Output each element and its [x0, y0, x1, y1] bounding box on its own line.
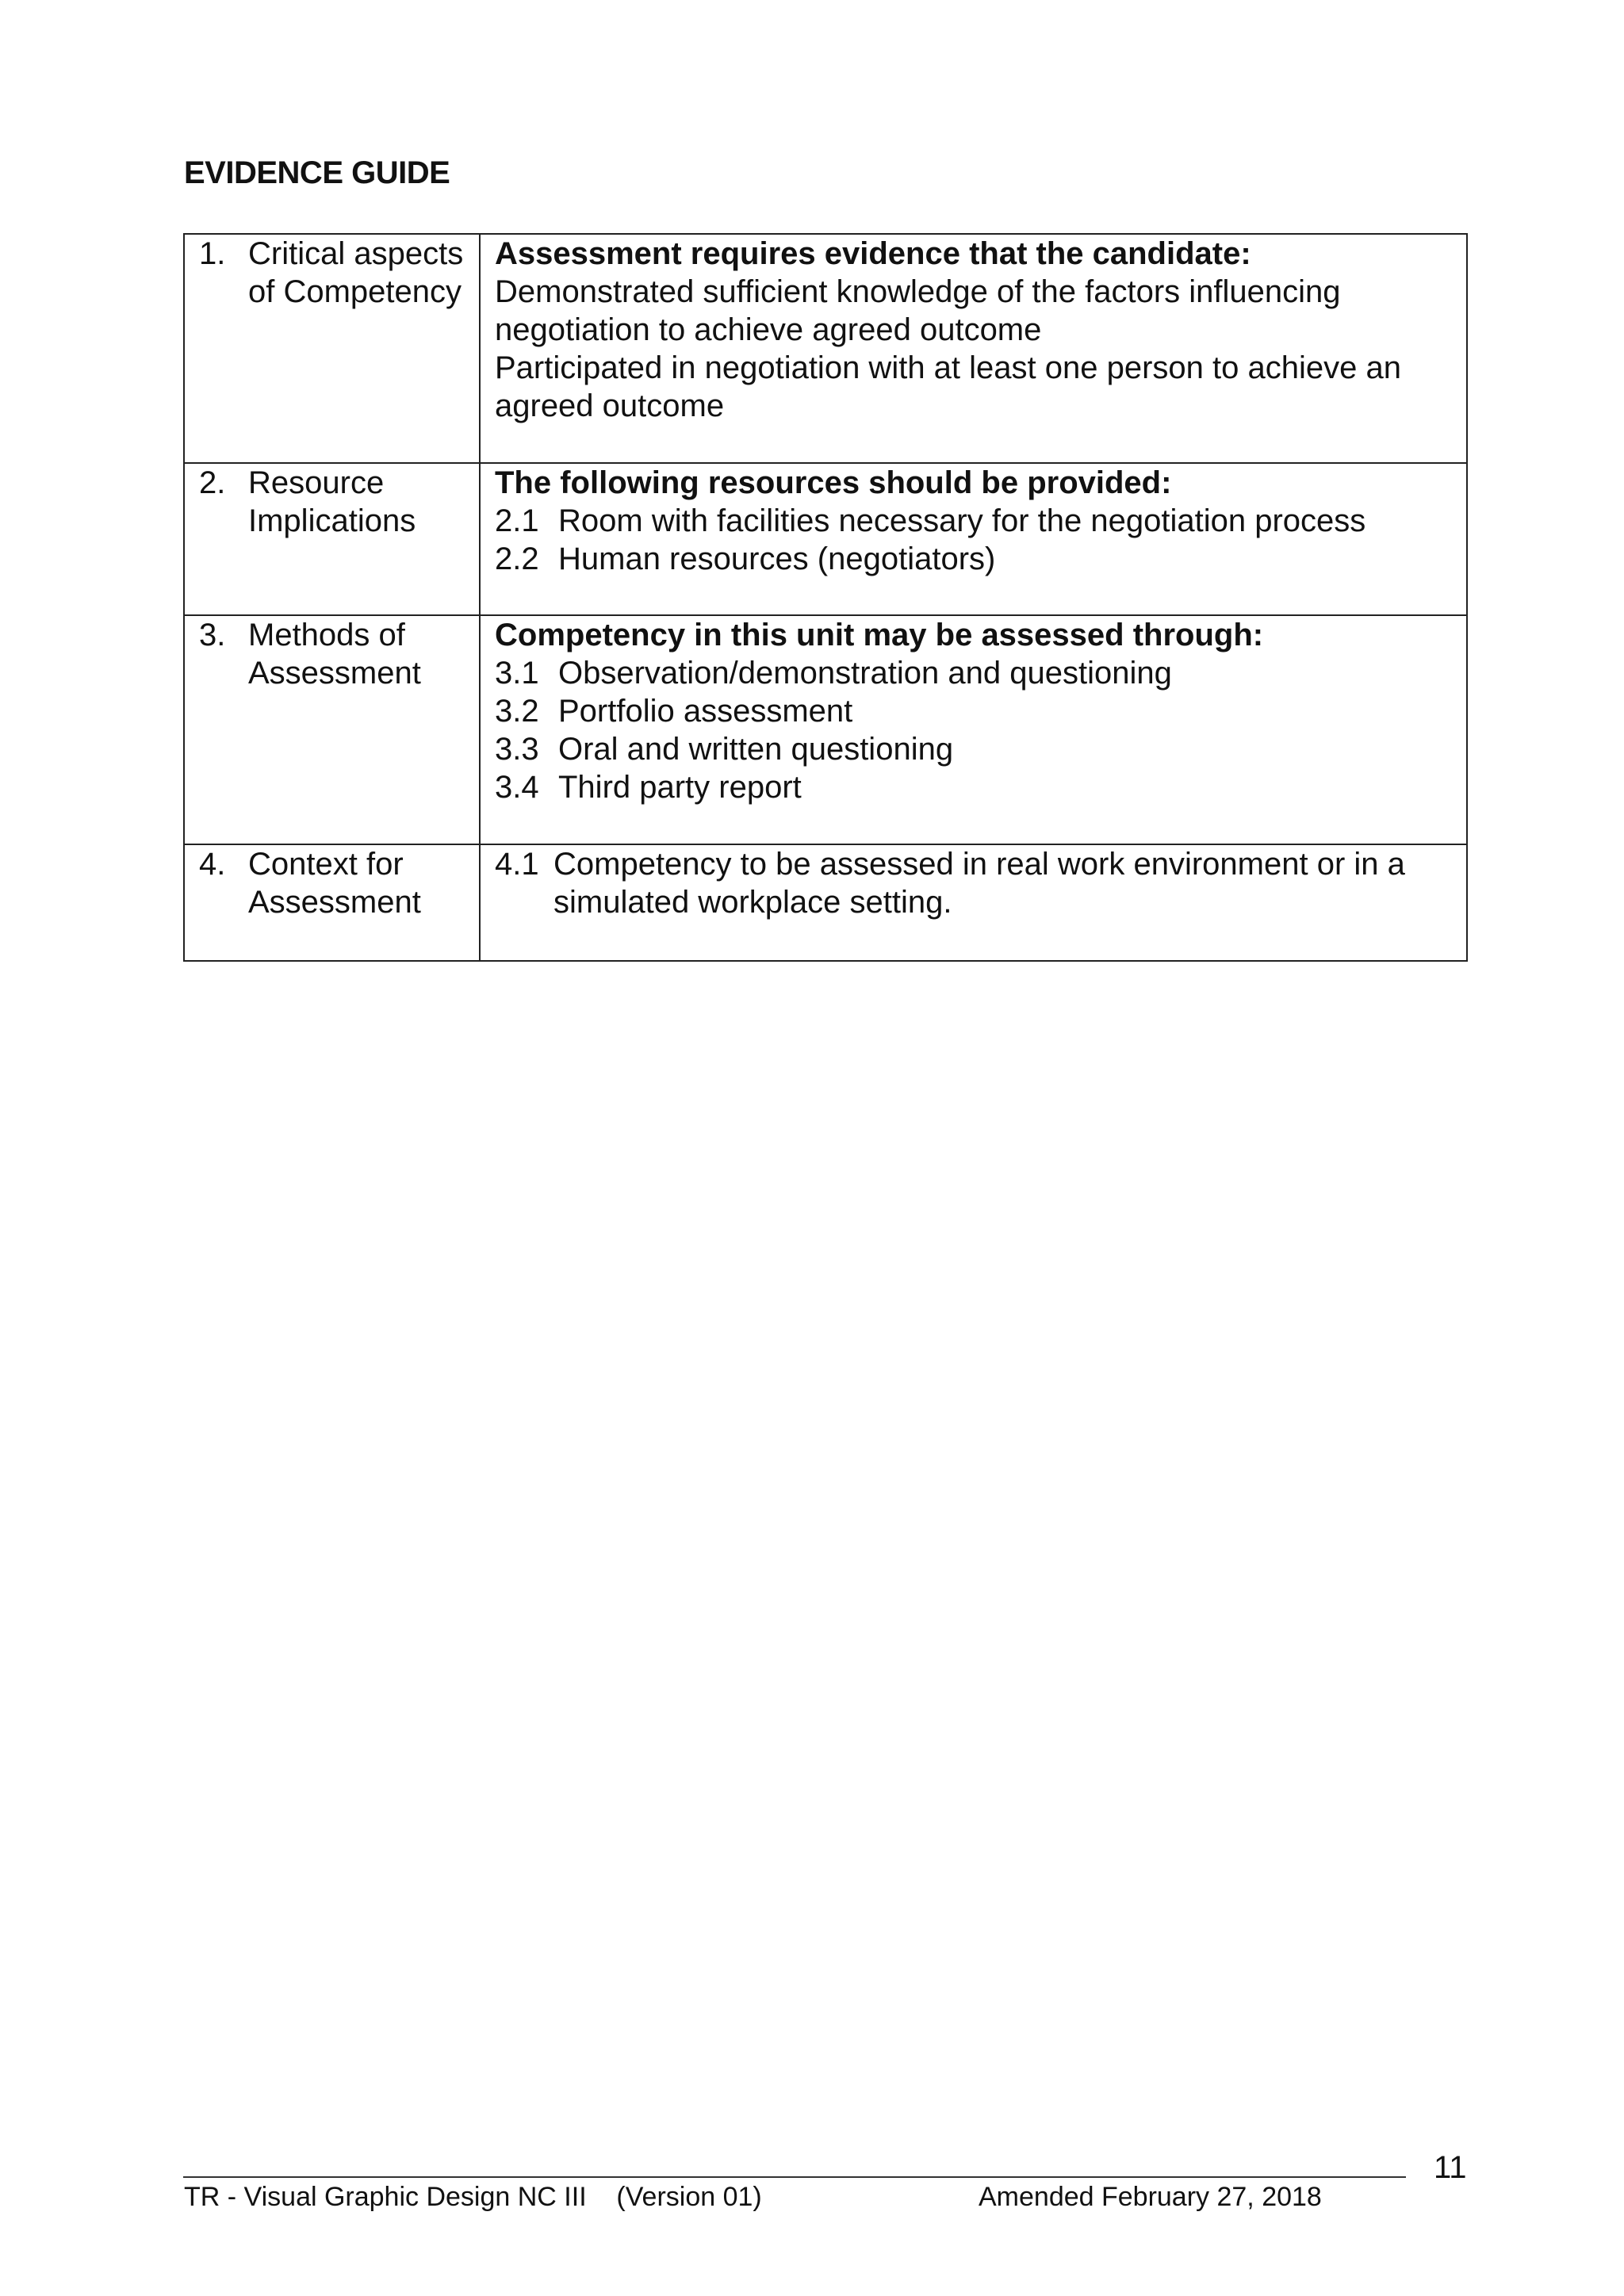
- row-label-cell: [184, 463, 480, 615]
- row-number: 3.: [199, 618, 226, 652]
- row-intro: The following resources should be provided:: [495, 465, 1172, 500]
- item-text: Human resources (negotiators): [558, 541, 996, 576]
- list-item: [495, 540, 1454, 578]
- item-number: 3.2: [495, 694, 539, 729]
- list-item: [495, 654, 1454, 692]
- row-intro: Competency in this unit may be assessed through:: [495, 618, 1264, 652]
- table-row: [184, 844, 1467, 961]
- row-number: 1.: [199, 236, 226, 271]
- footer-document-title: TR - Visual Graphic Design NC III (Version 01): [184, 2182, 762, 2212]
- table-row: [184, 234, 1467, 463]
- item-number: 2.1: [495, 503, 539, 538]
- item-number: 4.1: [495, 847, 539, 882]
- row-number: 4.: [199, 847, 226, 882]
- evidence-line: Participated in negotiation with at least one person to achieve an agreed outcome: [495, 350, 1401, 423]
- footer-amended-date: Amended February 27, 2018: [979, 2182, 1322, 2212]
- list-item: [495, 502, 1454, 540]
- row-label: Methods of Assessment: [248, 618, 421, 691]
- item-number: 3.4: [495, 770, 539, 805]
- row-content-cell: [480, 615, 1467, 844]
- item-text: Room with facilities necessary for the negotiation process: [558, 503, 1366, 538]
- evidence-line: Demonstrated sufficient knowledge of the factors influencing negotiation to achieve agreed outcome: [495, 274, 1341, 347]
- item-text: Third party report: [558, 770, 802, 805]
- row-label: Critical aspects of Competency: [248, 236, 464, 309]
- row-label: Context for Assessment: [248, 847, 421, 920]
- row-label-cell: [184, 615, 480, 844]
- item-number: 3.1: [495, 656, 539, 691]
- table-row: [184, 463, 1467, 615]
- list-item: [495, 768, 1454, 806]
- item-number: 3.3: [495, 732, 539, 767]
- item-text: Oral and written questioning: [558, 732, 954, 767]
- footer-divider: [183, 2176, 1406, 2178]
- item-text: Observation/demonstration and questioning: [558, 656, 1172, 691]
- item-text: Portfolio assessment: [558, 694, 853, 729]
- page-number: 11: [1434, 2150, 1467, 2185]
- list-item: [495, 845, 1454, 921]
- row-label-cell: [184, 844, 480, 961]
- row-content-cell: [480, 234, 1467, 463]
- table-row: [184, 615, 1467, 844]
- row-content-cell: [480, 844, 1467, 961]
- evidence-guide-table: [183, 233, 1468, 962]
- list-item: [495, 692, 1454, 730]
- row-label: Resource Implications: [248, 465, 416, 538]
- page-title: EVIDENCE GUIDE: [184, 155, 450, 190]
- item-number: 2.2: [495, 541, 539, 576]
- item-text: Competency to be assessed in real work environment or in a simulated workplace setting.: [553, 847, 1405, 920]
- list-item: [495, 730, 1454, 768]
- row-number: 2.: [199, 465, 226, 500]
- row-label-cell: [184, 234, 480, 463]
- row-intro: Assessment requires evidence that the candidate:: [495, 236, 1251, 271]
- row-content-cell: [480, 463, 1467, 615]
